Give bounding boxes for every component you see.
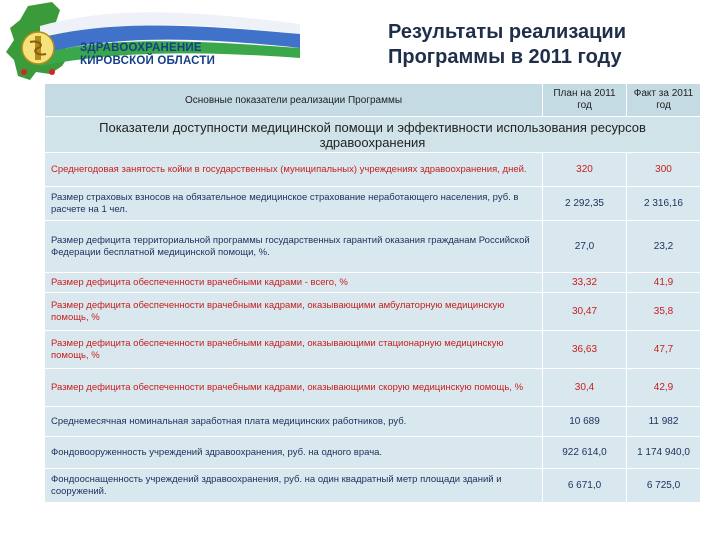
table-row <box>45 293 701 331</box>
row-indicator: Фондооснащенность учреждений здравоохранения, руб. на один квадратный метр площади зданий и сооружений. <box>45 469 543 503</box>
table-row <box>45 273 701 293</box>
row-plan-value: 10 689 <box>543 407 627 437</box>
table-row <box>45 153 701 187</box>
row-fact-value: 42,9 <box>627 369 701 407</box>
row-indicator: Размер страховых взносов на обязательное медицинское страхование неработающего населения, руб. в расчете на 1 чел. <box>45 187 543 221</box>
row-plan-value: 6 671,0 <box>543 469 627 503</box>
section-title: Показатели доступности медицинской помощи и эффективности использования ресурсов здравоохранения <box>45 117 701 153</box>
page-title <box>388 20 708 70</box>
section-row <box>45 117 701 153</box>
row-indicator: Размер дефицита территориальной программы государственных гарантий оказания гражданам Российской Федерации бесплатной медицинской помощи, %. <box>45 221 543 273</box>
row-fact-value: 11 982 <box>627 407 701 437</box>
table-row <box>45 331 701 369</box>
row-plan-value: 33,32 <box>543 273 627 293</box>
page-title-line-1: Результаты реализации <box>388 21 627 43</box>
row-plan-value: 36,63 <box>543 331 627 369</box>
row-fact-value: 2 316,16 <box>627 187 701 221</box>
results-table <box>44 83 701 503</box>
row-fact-value: 300 <box>627 153 701 187</box>
logo-line-2: КИРОВСКОЙ ОБЛАСТИ <box>80 55 216 67</box>
row-indicator: Среднегодовая занятость койки в государственных (муниципальных) учреждениях здравоохранения, дней. <box>45 153 543 187</box>
logo-line-1: ЗДРАВООХРАНЕНИЕ <box>80 42 202 54</box>
row-fact-value: 1 174 940,0 <box>627 437 701 469</box>
table-row <box>45 369 701 407</box>
row-indicator: Размер дефицита обеспеченности врачебными кадрами, оказывающими стационарную медицинскую помощь, % <box>45 331 543 369</box>
table-row <box>45 469 701 503</box>
row-indicator: Фондовооруженность учреждений здравоохранения, руб. на одного врача. <box>45 437 543 469</box>
table-row <box>45 221 701 273</box>
table-row <box>45 437 701 469</box>
row-plan-value: 27,0 <box>543 221 627 273</box>
table-header-row <box>45 84 701 117</box>
column-header-plan: План на 2011 год <box>543 84 627 117</box>
page-title-line-2: Программы в 2011 году <box>388 46 622 68</box>
row-indicator: Размер дефицита обеспеченности врачебными кадрами, оказывающими скорую медицинскую помощь, % <box>45 369 543 407</box>
logo-text <box>80 42 215 68</box>
row-fact-value: 41,9 <box>627 273 701 293</box>
row-plan-value: 30,47 <box>543 293 627 331</box>
row-plan-value: 922 614,0 <box>543 437 627 469</box>
row-indicator: Среднемесячная номинальная заработная плата медицинских работников, руб. <box>45 407 543 437</box>
row-fact-value: 35,8 <box>627 293 701 331</box>
row-indicator: Размер дефицита обеспеченности врачебными кадрами - всего, % <box>45 273 543 293</box>
row-fact-value: 23,2 <box>627 221 701 273</box>
row-fact-value: 47,7 <box>627 331 701 369</box>
column-header-fact: Факт за 2011 год <box>627 84 701 117</box>
row-plan-value: 30,4 <box>543 369 627 407</box>
table-row <box>45 407 701 437</box>
table-row <box>45 187 701 221</box>
row-fact-value: 6 725,0 <box>627 469 701 503</box>
row-plan-value: 2 292,35 <box>543 187 627 221</box>
row-plan-value: 320 <box>543 153 627 187</box>
column-header-indicator: Основные показатели реализации Программы <box>45 84 543 117</box>
row-indicator: Размер дефицита обеспеченности врачебными кадрами, оказывающими амбулаторную медицинскую помощь, % <box>45 293 543 331</box>
